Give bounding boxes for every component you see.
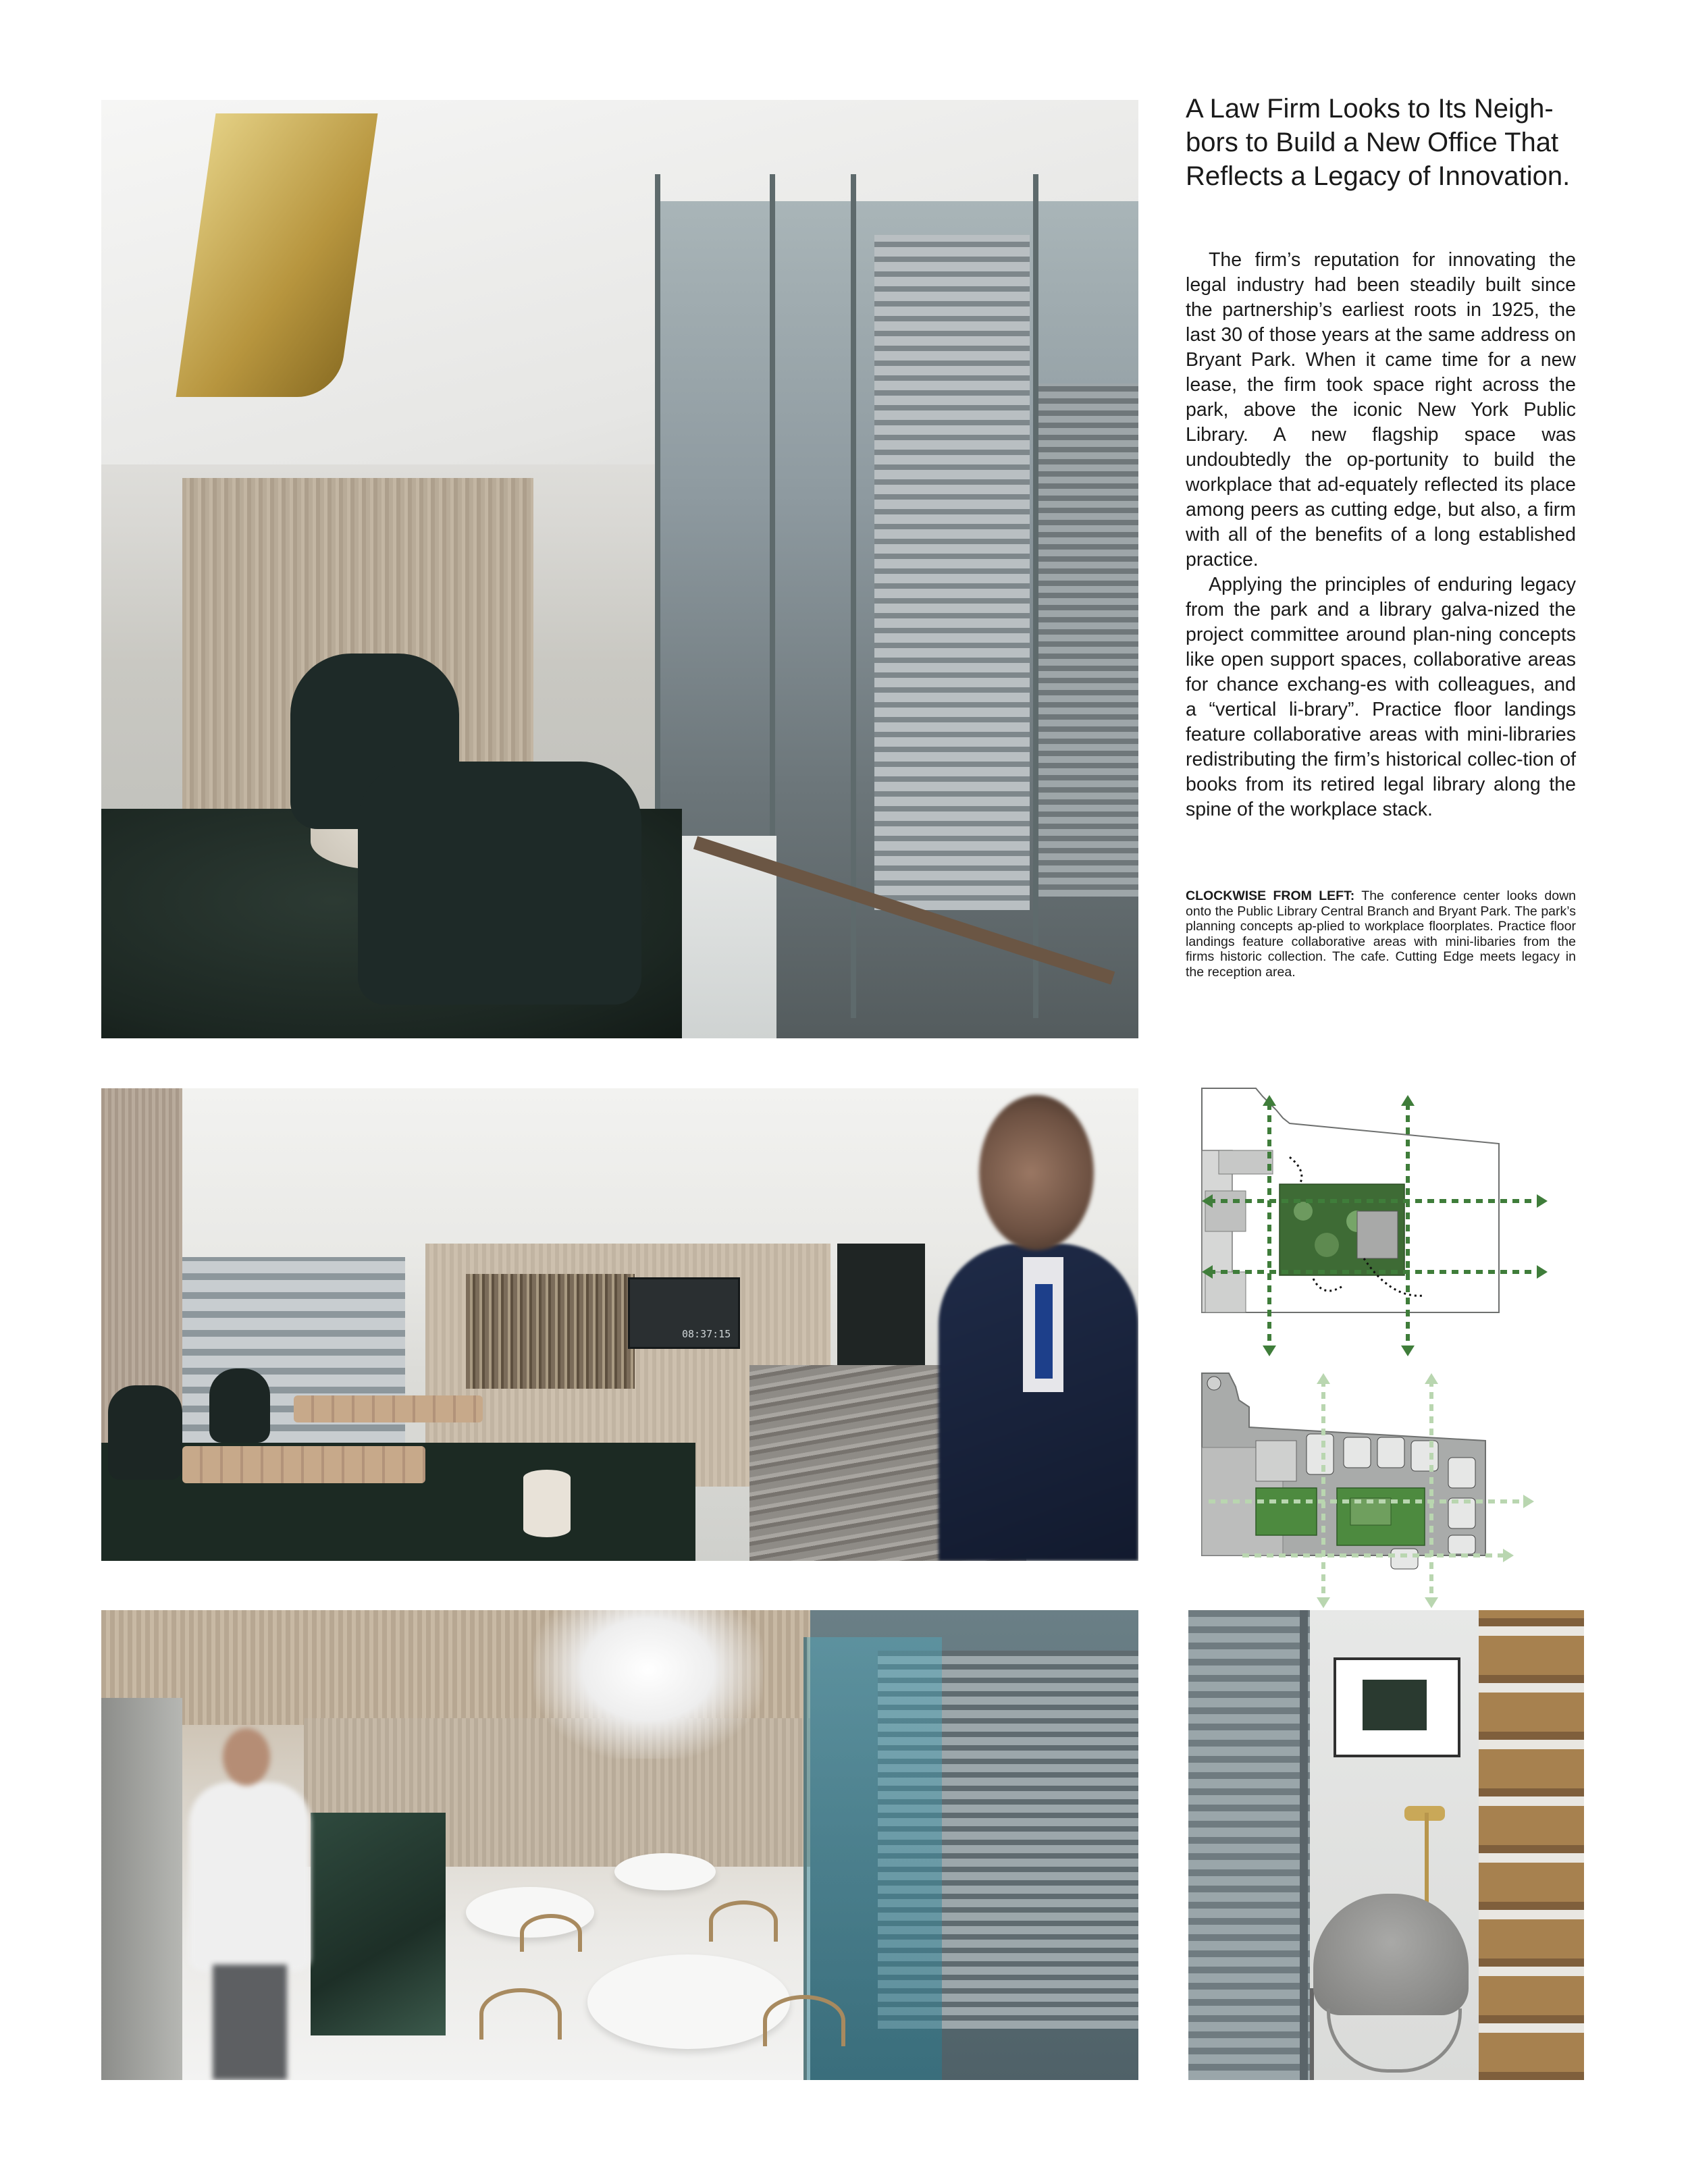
article-headline: A Law Firm Looks to Its Neigh-bors to Build a New Office That Reflects a Legacy of Innovation. [1186, 94, 1571, 191]
bench [294, 1395, 483, 1422]
cafe-table [614, 1853, 716, 1890]
body-paragraph: The firm’s reputation for innovating the legal industry had been steadily built since the partnership’s earliest roots in 1925, the last 30 of those years at the same address on Bryant Park. When it came time for a new lease, the firm took space right across the park, above the iconic New York Public Library. A new flagship space was undoubtedly the op-portunity to build the workplace that ad-equately reflected its place among peers as cutting edge, but also, a firm with all of the benefits of a long established practice. [1186, 249, 1576, 570]
paper-chandelier [533, 1610, 763, 1759]
photo-caption [1186, 888, 1576, 980]
photo-cafe [101, 1610, 1138, 2080]
article-body [1186, 248, 1576, 822]
person-figure [939, 1088, 1138, 1561]
site-plan [1202, 1088, 1548, 1356]
chef-figure [189, 1728, 311, 2080]
display-clock: 08:37:15 [682, 1328, 731, 1340]
floorplan-diagrams [1188, 1083, 1580, 1609]
lounge-chair [358, 762, 641, 1005]
workplace-floorplate [1202, 1373, 1534, 1608]
caption-text: The conference center looks down onto the Public Library Central Branch and Bryant Park. The park’s planning concepts ap-plied to workplace floorplates. Practice floor landings feature collaborative areas with mini-libaries from the firms historic collection. The cafe. Cutting Edge meets legacy in the reception area. [1186, 888, 1576, 980]
marble-counter [311, 1813, 446, 2035]
bench [182, 1446, 425, 1483]
photo-reception-area [101, 1088, 1138, 1561]
book-shelves [1479, 1610, 1584, 2080]
photo-library-landing [1188, 1610, 1584, 2080]
photo-conference-center [101, 100, 1138, 1038]
body-paragraph: Applying the principles of enduring legacy from the park and a library galva-nized the project committee around plan-ning concepts like open support spaces, collaborative areas for chance exchang-es with colleagues, and a “vertical li-brary”. Practice floor landings feature collaborative areas with mini-libraries redistributing the firm’s historical collec-tion of books from its retired legal library along the spine of the workplace stack. [1186, 574, 1576, 820]
book-shelf [466, 1274, 635, 1389]
cafe-table [587, 1954, 790, 2049]
caption-lead: CLOCKWISE FROM LEFT: [1186, 888, 1355, 903]
armchair [1313, 1894, 1469, 2015]
